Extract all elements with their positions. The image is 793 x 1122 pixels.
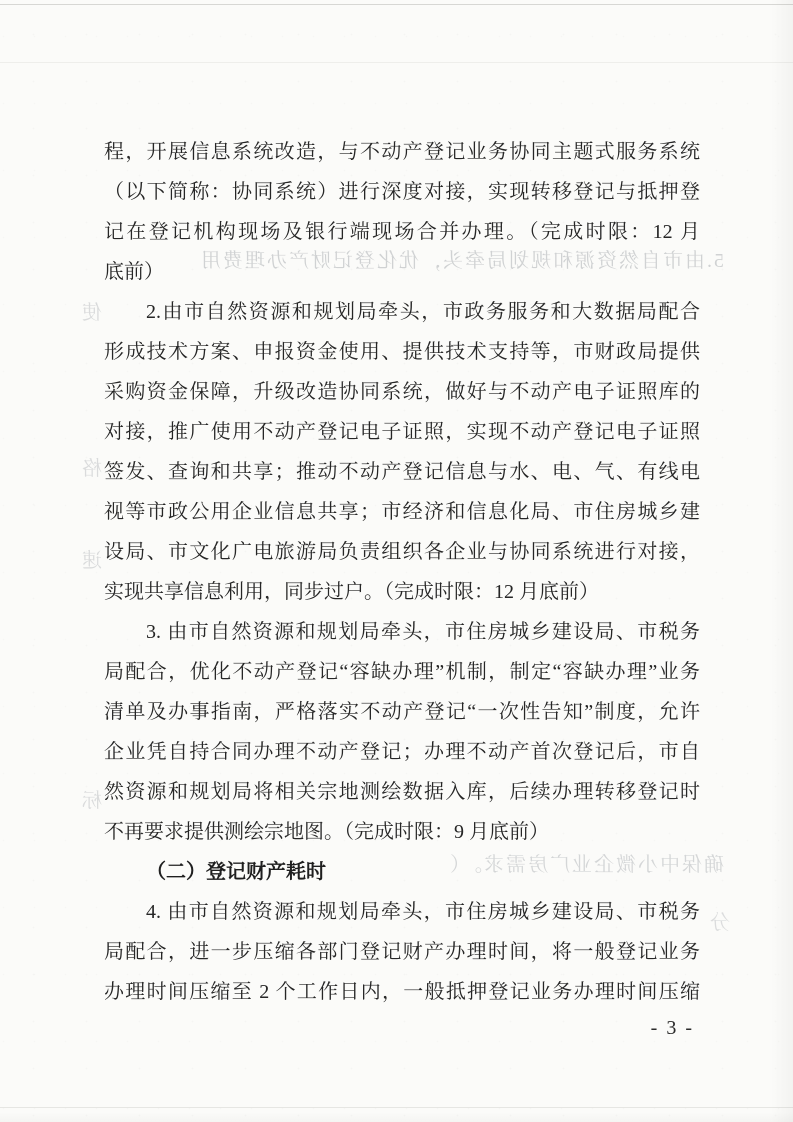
text-line: 局配合，优化不动产登记“容缺办理”机制，制定“容缺办理”业务 (104, 661, 700, 683)
text-line: 办理时间压缩至 2 个工作日内，一般抵押登记业务办理时间压缩 (104, 981, 700, 1003)
text-line: 然资源和规划局将相关宗地测绘数据入库，后续办理转移登记时 (104, 781, 700, 803)
text-line: 形成技术方案、申报资金使用、提供技术支持等，市财政局提供 (104, 341, 700, 363)
bleedthrough-ghost-text: 确保中小微企业广房需求。（ (448, 854, 724, 876)
text-line: 不再要求提供测绘宗地图。（完成时限：9 月底前） (104, 821, 549, 843)
text-line: 记在登记机构现场及银行端现场合并办理。（完成时限：12 月 (104, 221, 700, 243)
text-line: 清单及办事指南，严格落实不动产登记“一次性告知”制度，允许 (104, 701, 700, 723)
scan-artifact-line-bottom (0, 1107, 793, 1108)
page-number: - 3 - (650, 1017, 694, 1039)
text-line: 签发、查询和共享；推动不动产登记信息与水、电、气、有线电 (104, 461, 700, 483)
scan-edge-shadow-right (771, 0, 793, 1122)
bleedthrough-ghost-text: 使 (80, 302, 102, 324)
bleedthrough-ghost-text: 速 (80, 550, 102, 572)
text-line: 视等市政公用企业信息共享；市经济和信息化局、市住房城乡建 (104, 501, 700, 523)
text-line: 采购资金保障，升级改造协同系统，做好与不动产电子证照库的 (104, 381, 700, 403)
text-line: 3. 由市自然资源和规划局牵头，市住房城乡建设局、市税务 (146, 621, 700, 643)
text-line: 设局、市文化广电旅游局负责组织各企业与协同系统进行对接， (104, 541, 700, 563)
text-line: 4. 由市自然资源和规划局牵头，市住房城乡建设局、市税务 (146, 901, 700, 923)
text-line: 局配合，进一步压缩各部门登记财产办理时间，将一般登记业务 (104, 941, 700, 963)
text-line: 企业凭自持合同办理不动产登记；办理不动产首次登记后，市自 (104, 741, 700, 763)
bleedthrough-ghost-text: 5.由市自然资源和规划局牵头，优化登记财产办理费用 (199, 250, 724, 272)
text-line: 对接，推广使用不动产登记电子证照，实现不动产登记电子证照 (104, 421, 700, 443)
text-line: 2.由市自然资源和规划局牵头，市政务服务和大数据局配合 (146, 301, 700, 323)
text-line: 程，开展信息系统改造，与不动产登记业务协同主题式服务系统 (104, 141, 700, 163)
bleedthrough-ghost-text: 标 (80, 790, 102, 812)
text-line: （以下简称：协同系统）进行深度对接，实现转移登记与抵押登 (104, 181, 700, 203)
scan-artifact-line-top (0, 4, 793, 5)
text-line: 底前） (104, 261, 164, 283)
document-body (104, 132, 700, 1012)
bleedthrough-ghost-text: 格 (80, 458, 102, 480)
bleedthrough-ghost-text: 分 (708, 912, 730, 934)
scan-artifact-line-upper (0, 62, 793, 63)
text-line: 实现共享信息利用，同步过户。（完成时限：12 月底前） (104, 581, 599, 603)
section-heading: （二）登记财产耗时 (146, 861, 326, 883)
scan-edge-shadow-bottom (0, 1112, 793, 1122)
